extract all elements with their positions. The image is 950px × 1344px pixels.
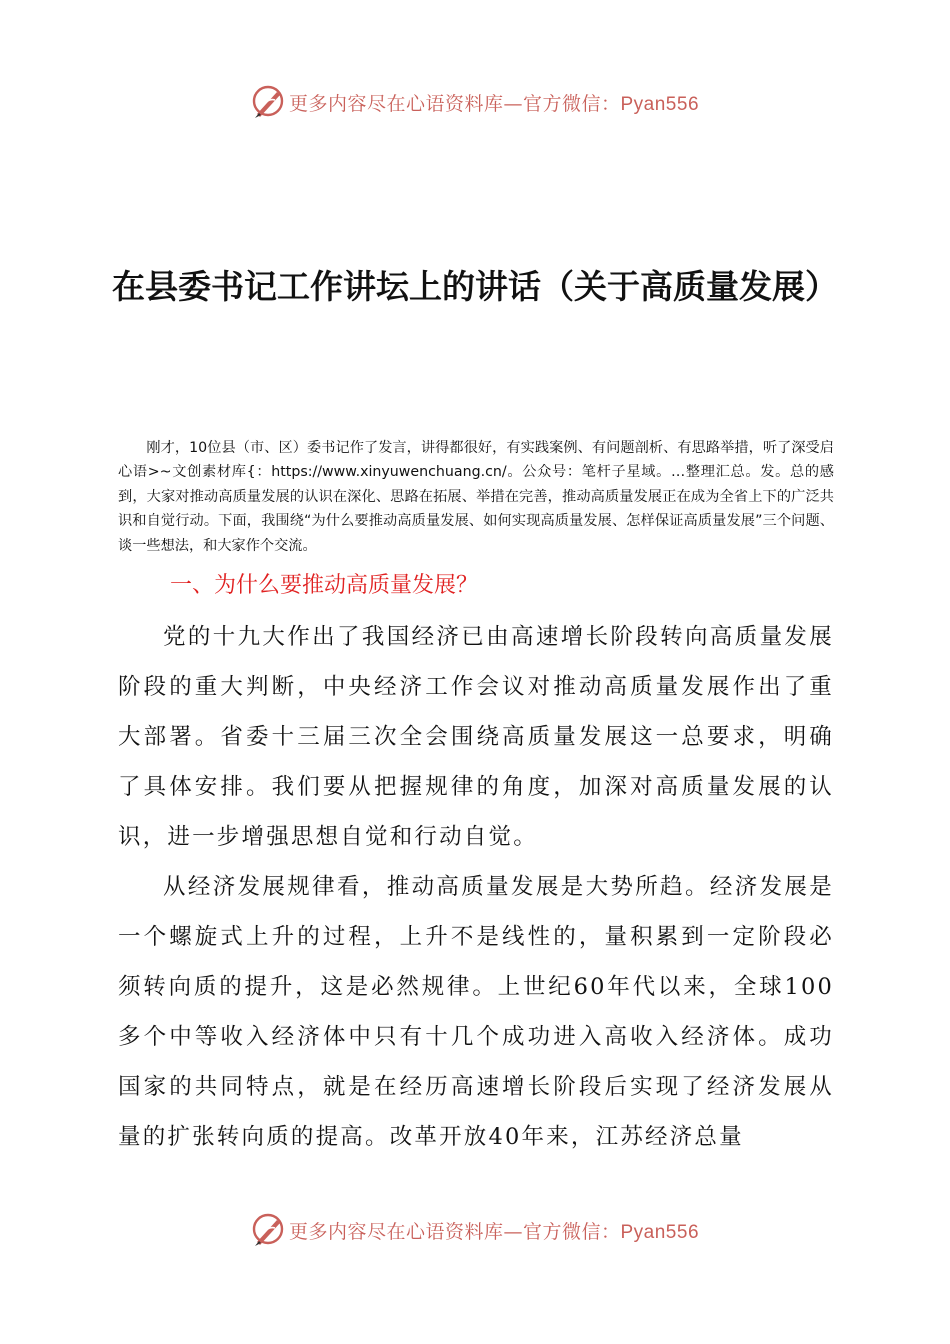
- body-paragraph: 从经济发展规律看，推动高质量发展是大势所趋。经济发展是一个螺旋式上升的过程，上升不是线性的，量积累到一定阶段必须转向质的提升，这是必然规律。上世纪60年代以来，全球100多个中等收入经济体中只有十几个成功进入高收入经济体。成功国家的共同特点，就是在经历高速增长阶段后实现了经济发展从量的扩张转向质的提高。改革开放40年来，江苏经济总量: [118, 874, 834, 1150]
- intro-paragraph: 刚才，10位县（市、区）委书记作了发言，讲得都很好，有实践案例、有问题剖析、有思路举措，听了深受启心语>~文创素材库{：https://www.xinyuwenchuang.cn/。公众号：笔杆子星域。…整理汇总。发。总的感到，大家对推动高质量发展的认识在深化、思路在拓展、举措在完善，推动高质量发展正在成为全省上下的广泛共识和自觉行动。下面，我围绕“为什么要推动高质量发展、如何实现高质量发展、怎样保证高质量发展”三个问题、谈一些想法，和大家作个交流。: [118, 440, 834, 554]
- wechat-id: Pyan556: [620, 93, 700, 115]
- footer-banner: [0, 1212, 950, 1248]
- wechat-id: Pyan556: [620, 1221, 700, 1243]
- banner-text: 更多内容尽在心语资料库—官方微信：Pyan556: [288, 1220, 700, 1243]
- document-title: 在县委书记工作讲坛上的讲话（关于高质量发展）: [112, 267, 838, 306]
- header-banner: [0, 84, 950, 120]
- pen-logo-icon: [251, 1212, 285, 1248]
- pen-logo-icon: [251, 84, 285, 120]
- section-heading: 一、为什么要推动高质量发展？: [170, 573, 479, 598]
- banner-text: 更多内容尽在心语资料库—官方微信：Pyan556: [288, 92, 700, 115]
- body-paragraph: 党的十九大作出了我国经济已由高速增长阶段转向高质量发展阶段的重大判断，中央经济工作会议对推动高质量发展作出了重大部署。省委十三届三次全会围绕高质量发展这一总要求，明确了具体安排。我们要从把握规律的角度，加深对高质量发展的认识，进一步增强思想自觉和行动自觉。: [118, 624, 834, 850]
